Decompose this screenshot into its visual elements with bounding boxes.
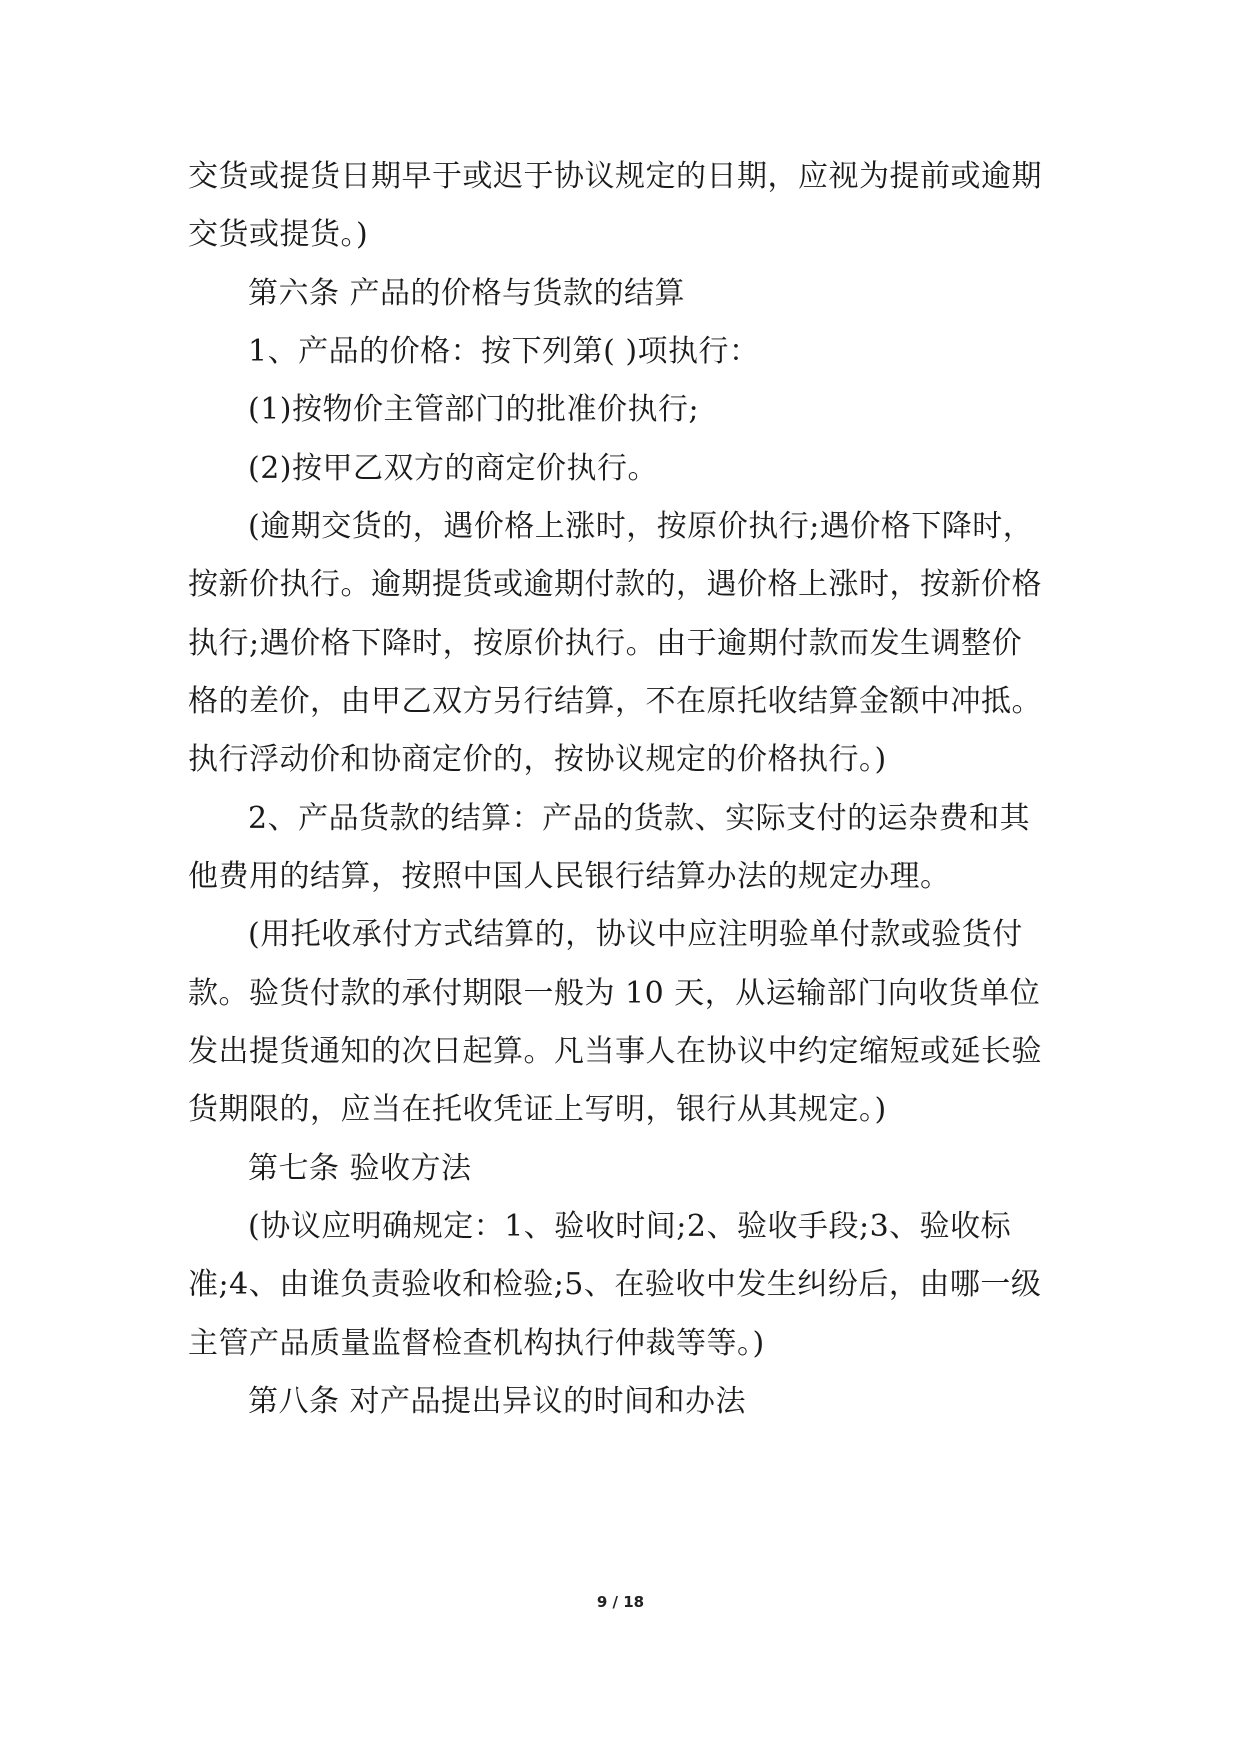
text-line: (逾期交货的，遇价格上涨时，按原价执行;遇价格下降时， [248,509,1034,544]
text-line: 1、产品的价格：按下列第( )项执行： [248,334,760,369]
text-line: 他费用的结算，按照中国人民银行结算办法的规定办理。 [188,859,951,894]
text-line: 格的差价，由甲乙双方另行结算，不在原托收结算金额中冲抵。 [188,684,1042,719]
section-heading: 第七条 验收方法 [248,1151,472,1186]
text-line: 款。验货付款的承付期限一般为 10 天，从运输部门向收货单位 [188,976,1041,1011]
text-line: 按新价执行。逾期提货或逾期付款的，遇价格上涨时，按新价格 [188,567,1042,602]
text-line: (用托收承付方式结算的，协议中应注明验单付款或验货付 [248,917,1023,952]
text-line: 货期限的，应当在托收凭证上写明，银行从其规定。) [188,1092,887,1127]
text-line: 交货或提货日期早于或迟于协议规定的日期，应视为提前或逾期 [188,159,1042,194]
text-line: 交货或提货。) [188,217,369,252]
text-line: (1)按物价主管部门的批准价执行; [248,392,700,427]
text-line: (协议应明确规定：1、验收时间;2、验收手段;3、验收标 [248,1209,1012,1244]
section-heading: 第六条 产品的价格与货款的结算 [248,276,686,311]
section-heading: 第八条 对产品提出异议的时间和办法 [248,1384,747,1419]
text-line: 执行;遇价格下降时，按原价执行。由于逾期付款而发生调整价 [188,626,1023,661]
page-number: 9 / 18 [596,1593,645,1611]
text-line: 主管产品质量监督检查机构执行仲裁等等。) [188,1326,765,1361]
text-line: 准;4、由谁负责验收和检验;5、在验收中发生纠纷后，由哪一级 [188,1267,1042,1302]
text-line: 执行浮动价和协商定价的，按协议规定的价格执行。) [188,742,887,777]
text-line: 发出提货通知的次日起算。凡当事人在协议中约定缩短或延长验 [188,1034,1042,1069]
text-line: (2)按甲乙双方的商定价执行。 [248,451,658,486]
text-line: 2、产品货款的结算：产品的货款、实际支付的运杂费和其 [248,801,1031,836]
